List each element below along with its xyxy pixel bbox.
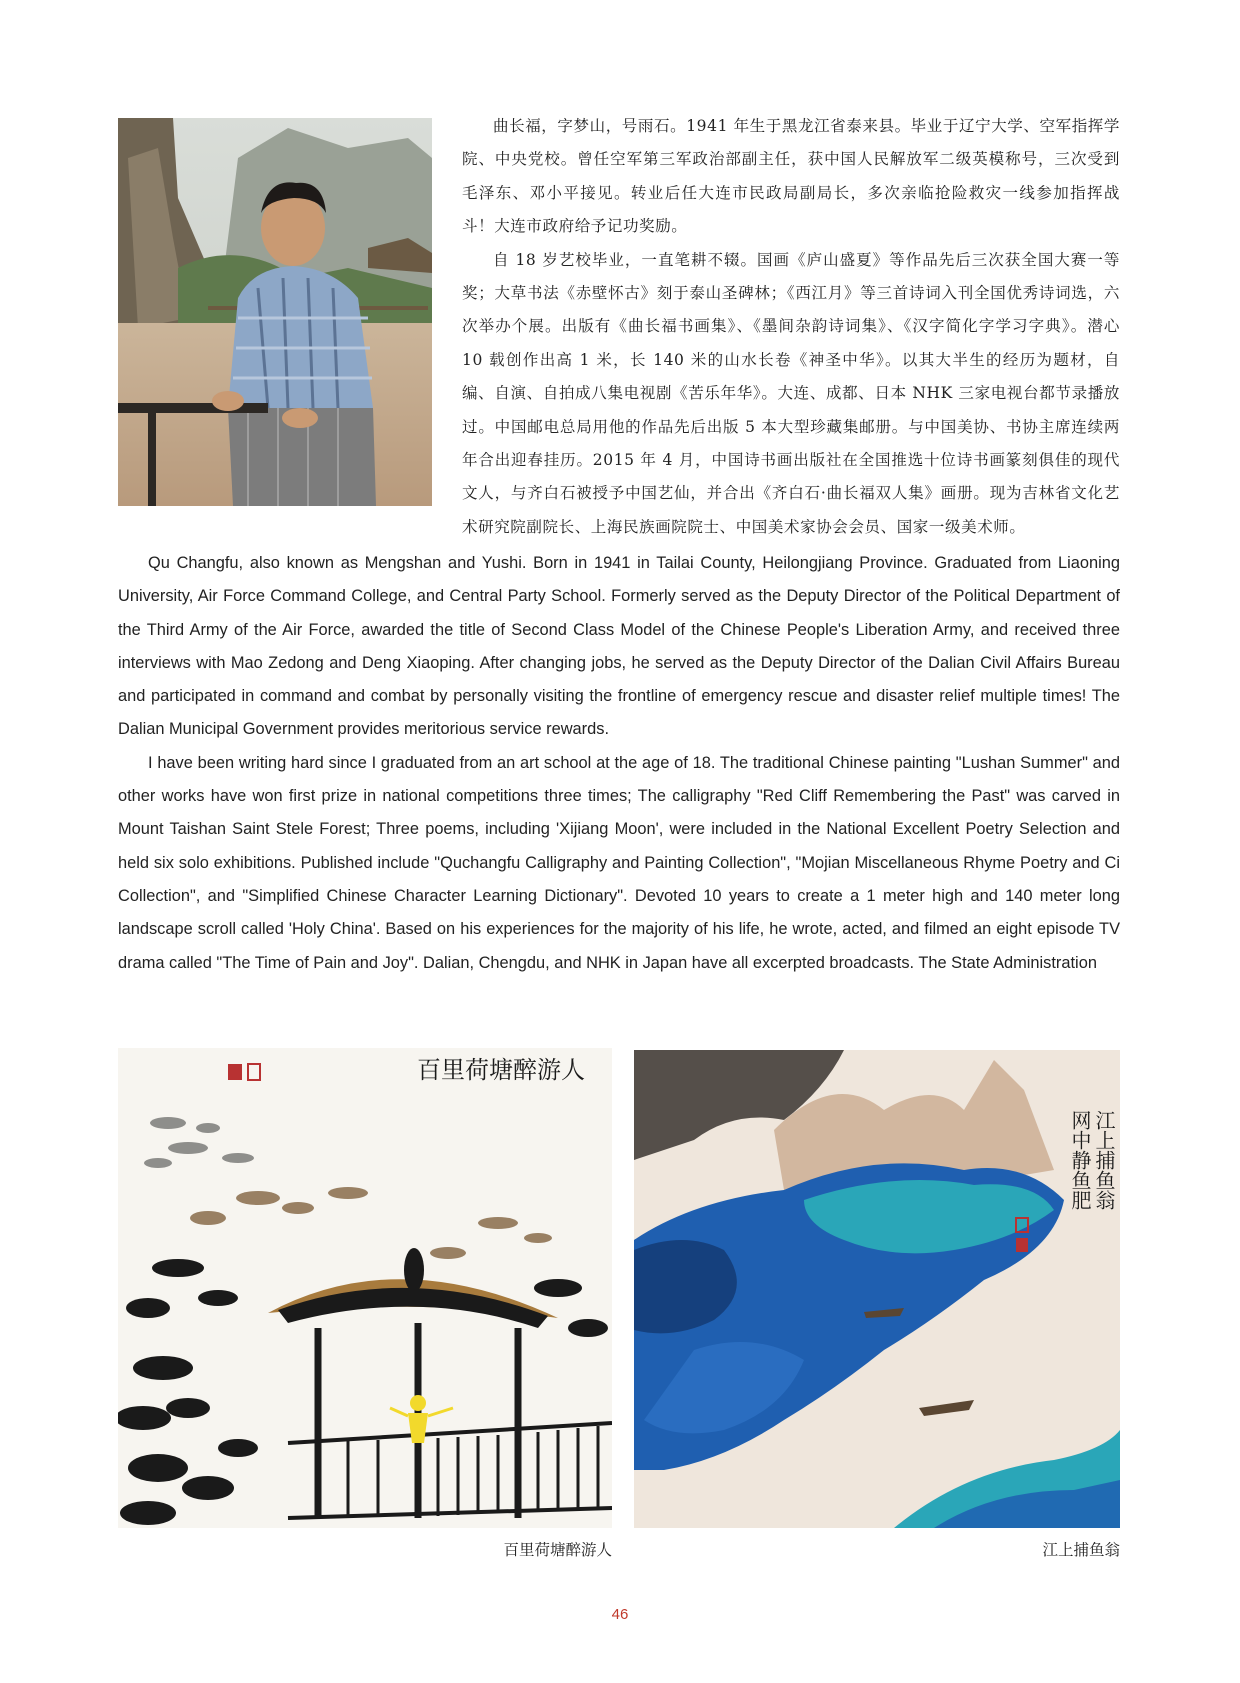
author-photo: [118, 118, 432, 506]
biography-chinese: [462, 110, 1120, 544]
caption-right-painting: 江上捕鱼翁: [1042, 1541, 1120, 1559]
painting-lotus-pond: [118, 1048, 612, 1528]
inscription-col1: 江上捕鱼翁: [1092, 1110, 1116, 1210]
bio-zh-paragraph-1: 曲长福，字梦山，号雨石。1941 年生于黑龙江省泰来县。毕业于辽宁大学、空军指挥学院、中央党校。曾任空军第三军政治部副主任，获中国人民解放军二级英模称号，三次受到毛泽东、邓小平接见。转业后任大连市民政局副局长，多次亲临抢险救灾一线参加指挥战斗！大连市政府给予记功奖励。: [462, 117, 1120, 236]
bio-en-paragraph-1: Qu Changfu, also known as Mengshan and Yushi. Born in 1941 in Tailai County, Heilongjiang Province. Graduated from Liaoning University, Air Force Command College, and Central Party School. Formerly served as the Deputy Director of the Political Department of the Third Army of the Air Force, awarded the title of Second Class Model of the Chinese People's Liberation Army, and received three interviews with Mao Zedong and Deng Xiaoping. After changing jobs, he served as the Deputy Director of the Dalian Civil Affairs Bureau and participated in command and combat by personally visiting the frontline of emergency rescue and disaster relief multiple times! The Dalian Municipal Government provides meritorious service rewards.: [118, 554, 1120, 739]
painting-river-fisherman: [634, 1050, 1120, 1528]
caption-left-painting: 百里荷塘醉游人: [503, 1541, 612, 1559]
page-number: 46: [611, 1606, 629, 1623]
bio-zh-paragraph-2: 自 18 岁艺校毕业，一直笔耕不辍。国画《庐山盛夏》等作品先后三次获全国大赛一等奖；大草书法《赤壁怀古》刻于泰山圣碑林；《西江月》等三首诗词入刊全国优秀诗词选，六次举办个展。出版有《曲长福书画集》、《墨间杂韵诗词集》、《汉字简化字学习字典》。潜心 10 载创作出高 1 米，长 140 米的山水长卷《神圣中华》。以其大半生的经历为题材，自编、自演、自拍成八集电视剧《苦乐年华》。大连、成都、日本 NHK 三家电视台都节录播放过。中国邮电总局用他的作品先后出版 5 本大型珍藏集邮册。与中国美协、书协主席连续两年合出迎春挂历。2015 年 4 月，中国诗书画出版社在全国推选十位诗书画篆刻俱佳的现代文人，与齐白石被授予中国艺仙，并合出《齐白石·曲长福双人集》画册。现为吉林省文化艺术研究院副院长、上海民族画院院士、中国美术家协会会员、国家一级美术师。: [462, 250, 1120, 536]
inscription-col2: 网中静鱼肥: [1068, 1110, 1092, 1210]
seal-stamp: [228, 1064, 242, 1080]
bio-en-paragraph-2: I have been writing hard since I graduated from an art school at the age of 18. The traditional Chinese painting "Lushan Summer" and other works have won first prize in national competitions three times; The calligraphy "Red Cliff Remembering the Past" was carved in Mount Taishan Saint Stele Forest; Three poems, including 'Xijiang Moon', were included in the National Excellent Poetry Selection and held six solo exhibitions. Published include "Quchangfu Calligraphy and Painting Collection", "Mojian Miscellaneous Rhyme Poetry and Ci Collection", and "Simplified Chinese Character Learning Dictionary". Devoted 10 years to create a 1 meter high and 140 meter long landscape scroll called 'Holy China'. Based on his experiences for the majority of his life, he wrote, acted, and filmed an eight episode TV drama called "The Time of Pain and Joy". Dalian, Chengdu, and NHK in Japan have all excerpted broadcasts. The State Administration: [118, 753, 1120, 972]
inscription-text: 百里荷塘醉游人: [417, 1056, 585, 1084]
biography-english: [118, 547, 1120, 980]
